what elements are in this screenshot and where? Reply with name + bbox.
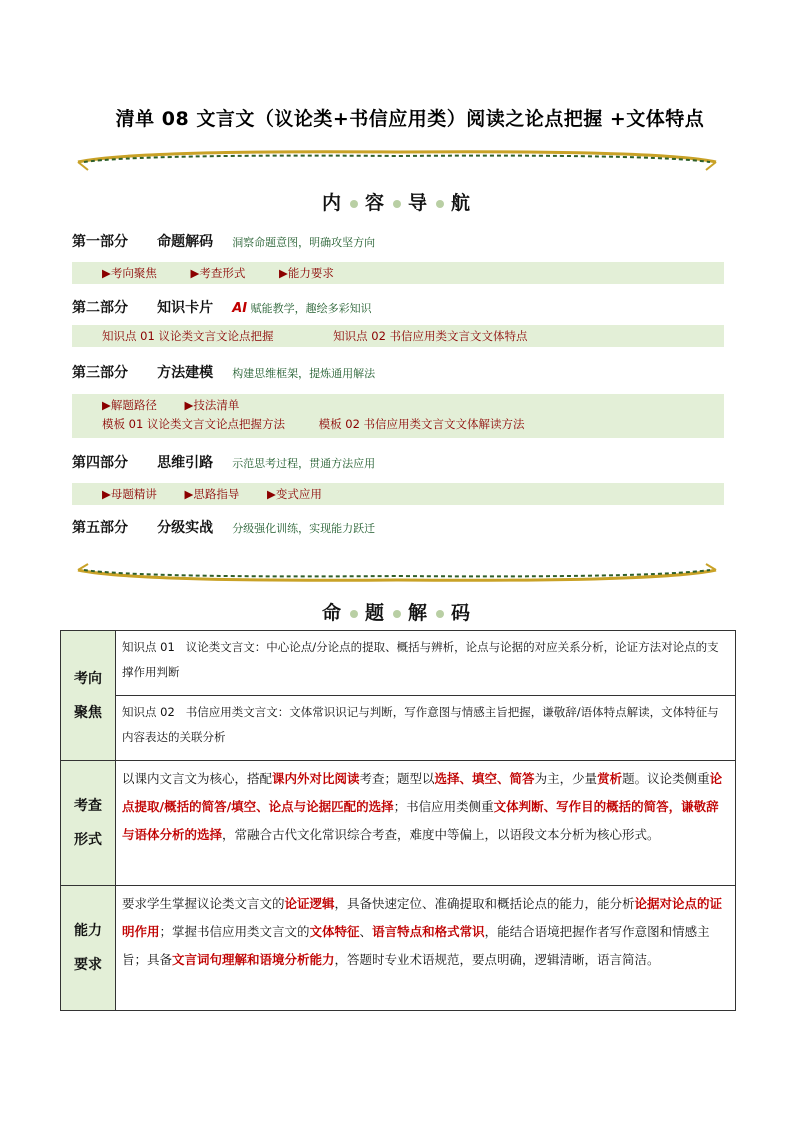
ability-req-cell: 要求学生掌握议论类文言文的论证逻辑，具备快速定位、准确提取和概括论点的能力，能分析论据对论点的证明作用；掌握书信应用类文言文的文体特征、语言特点和格式常识，能结合语境把握作者写作意图和情感主旨；具备文言词句理解和语境分析能力，答题时专业术语规范，要点明确，逻辑清晰，语言简洁。 — [116, 886, 736, 1011]
decode-section-title: 命 题 解 码 — [321, 602, 473, 624]
kp2-label: 知识点 02 — [122, 705, 175, 719]
table-row — [61, 761, 736, 886]
nav-band-2 — [72, 325, 724, 347]
link-knowledge-02[interactable]: 知识点 02 书信应用类文言文文体特点 — [333, 329, 528, 343]
link-exam-form[interactable]: ▶考查形式 — [190, 266, 246, 280]
row-head-exam-form: 考查 形式 — [61, 761, 116, 886]
ai-badge: AI — [232, 301, 248, 316]
knowledge-point-1-cell — [116, 631, 736, 696]
table-row — [61, 886, 736, 1011]
part-number: 第五部分 — [72, 520, 128, 536]
decorative-ribbon-bottom — [74, 562, 720, 586]
part-name: 方法建模 — [157, 365, 214, 381]
nav-part-2[interactable] — [72, 296, 372, 318]
link-technique-list[interactable]: ▶技法清单 — [184, 398, 240, 412]
row-head-ability-req: 能力 要求 — [61, 886, 116, 1011]
band-links — [102, 415, 555, 433]
row-head-exam-focus: 考向 聚焦 — [61, 631, 116, 761]
part-desc: 洞察命题意图，明确攻坚方向 — [232, 236, 376, 249]
nav-section-title: 内 容 导 航 — [321, 192, 473, 214]
part-desc: AI 赋能教学，趣绘多彩知识 — [232, 301, 372, 316]
exam-form-cell: 以课内文言文为核心，搭配课内外对比阅读考查；题型以选择、填空、简答为主，少量赏析题。议论类侧重论点提取/概括的简答/填空、论点与论据匹配的选择；书信应用类侧重文体判断、写作目的概括的简答，谦敬辞与语体分析的选择，常融合古代文化常识综合考查，难度中等偏上，以语段文本分析为核心形式。 — [116, 761, 736, 886]
band-links — [102, 396, 269, 414]
nav-part-4[interactable] — [72, 451, 375, 473]
knowledge-point-2-cell — [116, 696, 736, 761]
link-knowledge-01[interactable]: 知识点 01 议论类文言文论点把握 — [102, 329, 274, 343]
nav-band-3 — [72, 394, 724, 438]
kp1-label: 知识点 01 — [122, 640, 175, 654]
part-name: 命题解码 — [157, 234, 214, 250]
link-exam-focus[interactable]: ▶考向聚焦 — [102, 266, 157, 280]
nav-band-4 — [72, 483, 724, 505]
link-template-01[interactable]: 模板 01 议论类文言文论点把握方法 — [102, 417, 285, 431]
nav-part-3[interactable] — [72, 361, 375, 383]
kp2-text: 书信应用类文言文：文体常识识记与判断，写作意图与情感主旨把握，谦敬辞/语体特点解读，文体特征与内容表达的关联分析 — [122, 705, 719, 744]
part-desc: 分级强化训练，实现能力跃迁 — [232, 522, 376, 535]
table-row — [61, 631, 736, 696]
link-solution-path[interactable]: ▶解题路径 — [102, 398, 157, 412]
link-mother-question[interactable]: ▶母题精讲 — [102, 487, 157, 501]
band-links — [102, 327, 558, 345]
band-links — [102, 485, 352, 503]
kp1-text: 议论类文言文：中心论点/分论点的提取、概括与辨析，论点与论据的对应关系分析，论证方法对论点的支撑作用判断 — [122, 640, 719, 679]
part-number: 第四部分 — [72, 455, 128, 471]
decode-table — [60, 630, 736, 1011]
nav-part-1[interactable] — [72, 230, 375, 252]
part-number: 第二部分 — [72, 300, 128, 316]
link-template-02[interactable]: 模板 02 书信应用类文言文文体解读方法 — [318, 417, 525, 431]
link-variant-apply[interactable]: ▶变式应用 — [267, 487, 322, 501]
part-name: 知识卡片 — [157, 300, 214, 316]
link-thinking-guide[interactable]: ▶思路指导 — [184, 487, 240, 501]
part-name: 分级实战 — [157, 520, 214, 536]
part-desc: 构建思维框架，提炼通用解法 — [232, 367, 376, 380]
nav-part-5[interactable] — [72, 516, 375, 538]
part-number: 第一部分 — [72, 234, 128, 250]
band-links — [102, 264, 364, 282]
part-desc: 示范思考过程，贯通方法应用 — [232, 457, 376, 470]
table-row — [61, 696, 736, 761]
decorative-ribbon-top — [74, 148, 720, 172]
part-name: 思维引路 — [157, 455, 214, 471]
link-ability-req[interactable]: ▶能力要求 — [279, 266, 334, 280]
part-number: 第三部分 — [72, 365, 128, 381]
page-title: 清单 08 文言文（议论类+书信应用类）阅读之论点把握 +文体特点 — [115, 108, 705, 130]
nav-band-1 — [72, 262, 724, 284]
